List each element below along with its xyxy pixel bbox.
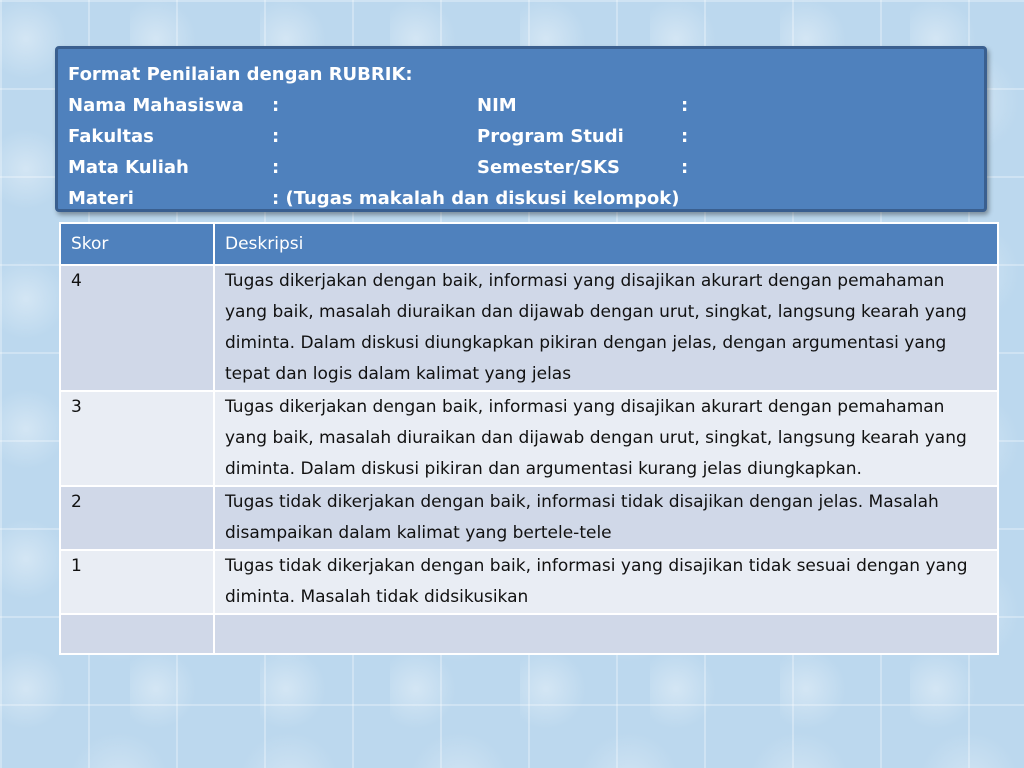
table-row [60, 391, 998, 486]
colon-mata-kuliah: : [272, 157, 280, 178]
label-nim: NIM [477, 95, 517, 116]
header-row-fakultas [68, 121, 984, 152]
label-fakultas: Fakultas [68, 126, 154, 147]
table-row [60, 486, 998, 550]
skor-cell: 1 [60, 550, 214, 614]
skor-cell: 2 [60, 486, 214, 550]
label-materi: Materi [68, 188, 134, 209]
rubric-table [59, 222, 999, 655]
skor-cell: 3 [60, 391, 214, 486]
header-title: Format Penilaian dengan RUBRIK: [68, 64, 413, 85]
deskripsi-cell: Tugas tidak dikerjakan dengan baik, informasi yang disajikan tidak sesuai dengan yang diminta. Masalah tidak didsikusikan [214, 550, 998, 614]
column-header-skor: Skor [60, 223, 214, 265]
table-row [60, 265, 998, 391]
colon-nim: : [681, 95, 689, 116]
table-header-row [60, 223, 998, 265]
header-row-nama [68, 90, 984, 121]
deskripsi-cell: Tugas dikerjakan dengan baik, informasi yang disajikan akurart dengan pemahaman yang baik, masalah diuraikan dan dijawab dengan urut, singkat, langsung kearah yang diminta. Dalam diskusi pikiran dan argumentasi kurang jelas diungkapkan. [214, 391, 998, 486]
label-mata-kuliah: Mata Kuliah [68, 157, 189, 178]
colon-program-studi: : [681, 126, 689, 147]
table-row-empty [60, 614, 998, 654]
deskripsi-cell: Tugas dikerjakan dengan baik, informasi yang disajikan akurart dengan pemahaman yang baik, masalah diuraikan dan dijawab dengan urut, singkat, langsung kearah yang diminta. Dalam diskusi diungkapkan pikiran dengan jelas, dengan argumentasi yang tepat dan logis dalam kalimat yang jelas [214, 265, 998, 391]
colon-nama-mahasiswa: : [272, 95, 280, 116]
skor-cell: 4 [60, 265, 214, 391]
skor-cell [60, 614, 214, 654]
materi-value: : (Tugas makalah dan diskusi kelompok) [272, 188, 680, 209]
table-row [60, 550, 998, 614]
header-row-mata-kuliah [68, 152, 984, 183]
label-nama-mahasiswa: Nama Mahasiswa [68, 95, 244, 116]
label-program-studi: Program Studi [477, 126, 624, 147]
deskripsi-cell: Tugas tidak dikerjakan dengan baik, informasi tidak disajikan dengan jelas. Masalah disampaikan dalam kalimat yang bertele-tele [214, 486, 998, 550]
column-header-deskripsi: Deskripsi [214, 223, 998, 265]
deskripsi-cell [214, 614, 998, 654]
header-title-line [68, 59, 984, 90]
colon-semester-sks: : [681, 157, 689, 178]
rubric-header-box [55, 46, 987, 212]
header-row-materi [68, 183, 984, 214]
colon-fakultas: : [272, 126, 280, 147]
label-semester-sks: Semester/SKS [477, 157, 620, 178]
